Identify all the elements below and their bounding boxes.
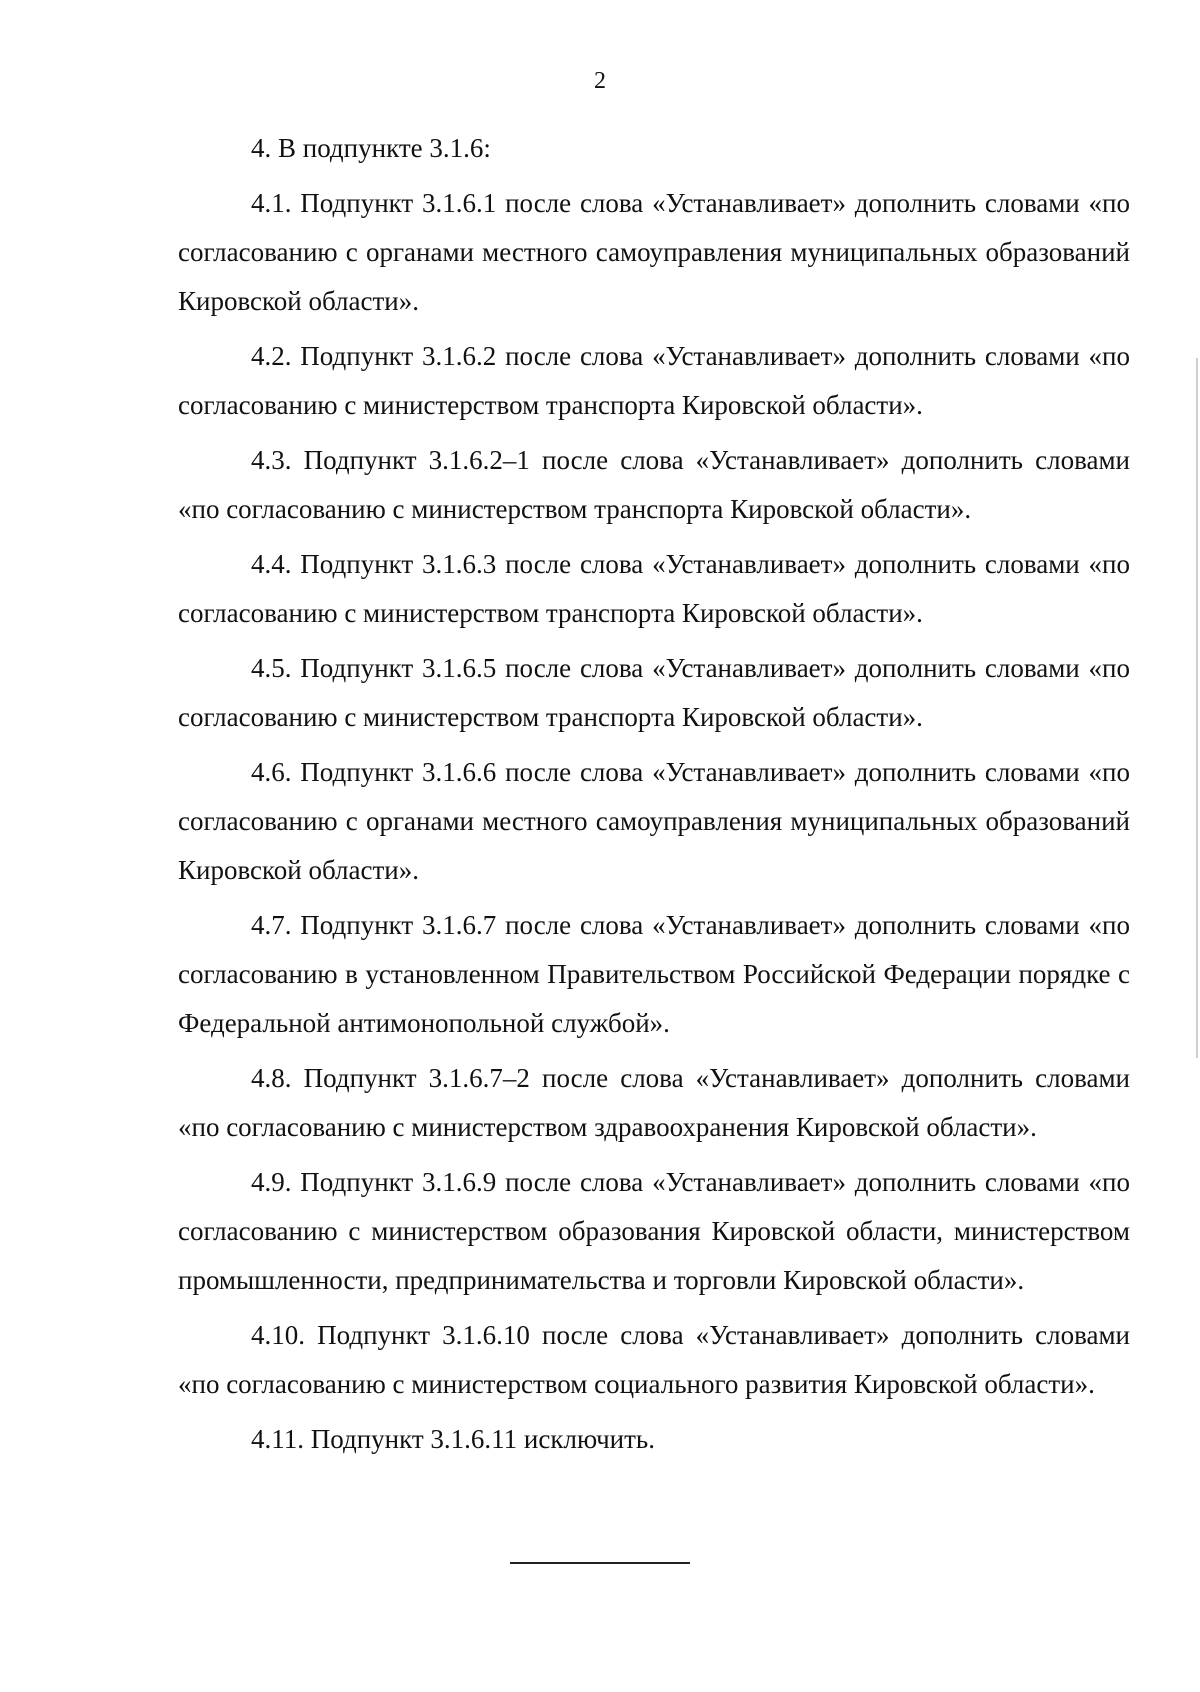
end-separator-line (510, 1562, 690, 1564)
paragraph-4-10: 4.10. Подпункт 3.1.6.10 после слова «Устанавливает» дополнить словами «по согласованию с министерством социального развития Кировской области». (178, 1320, 1130, 1399)
page-number: 2 (594, 68, 606, 94)
paragraph-4-6: 4.6. Подпункт 3.1.6.6 после слова «Устанавливает» дополнить словами «по согласованию с органами местного самоуправления муниципальных образований Кировской области». (178, 757, 1130, 885)
paragraph-4-1: 4.1. Подпункт 3.1.6.1 после слова «Устанавливает» дополнить словами «по согласованию с органами местного самоуправления муниципальных образований Кировской области». (178, 188, 1130, 316)
paragraph-4: 4. В подпункте 3.1.6: (251, 133, 491, 163)
document-body (178, 124, 1130, 1470)
paragraph-4-3: 4.3. Подпункт 3.1.6.2–1 после слова «Устанавливает» дополнить словами «по согласованию с министерством транспорта Кировской области». (178, 445, 1130, 524)
paragraph-4-5: 4.5. Подпункт 3.1.6.5 после слова «Устанавливает» дополнить словами «по согласованию с министерством транспорта Кировской области». (178, 653, 1130, 732)
scan-edge-mark (1196, 358, 1198, 1058)
paragraph-4-8: 4.8. Подпункт 3.1.6.7–2 после слова «Устанавливает» дополнить словами «по согласованию с министерством здравоохранения Кировской области». (178, 1063, 1130, 1142)
paragraph-4-7: 4.7. Подпункт 3.1.6.7 после слова «Устанавливает» дополнить словами «по согласованию в установленном Правительством Российской Федерации порядке с Федеральной антимонопольной службой». (178, 910, 1130, 1038)
paragraph-4-2: 4.2. Подпункт 3.1.6.2 после слова «Устанавливает» дополнить словами «по согласованию с министерством транспорта Кировской области». (178, 341, 1130, 420)
paragraph-4-11: 4.11. Подпункт 3.1.6.11 исключить. (251, 1424, 655, 1454)
paragraph-4-9: 4.9. Подпункт 3.1.6.9 после слова «Устанавливает» дополнить словами «по согласованию с министерством образования Кировской области, министерством промышленности, предпринимательства и торговли Кировской области». (178, 1167, 1130, 1295)
paragraph-4-4: 4.4. Подпункт 3.1.6.3 после слова «Устанавливает» дополнить словами «по согласованию с министерством транспорта Кировской области». (178, 549, 1130, 628)
